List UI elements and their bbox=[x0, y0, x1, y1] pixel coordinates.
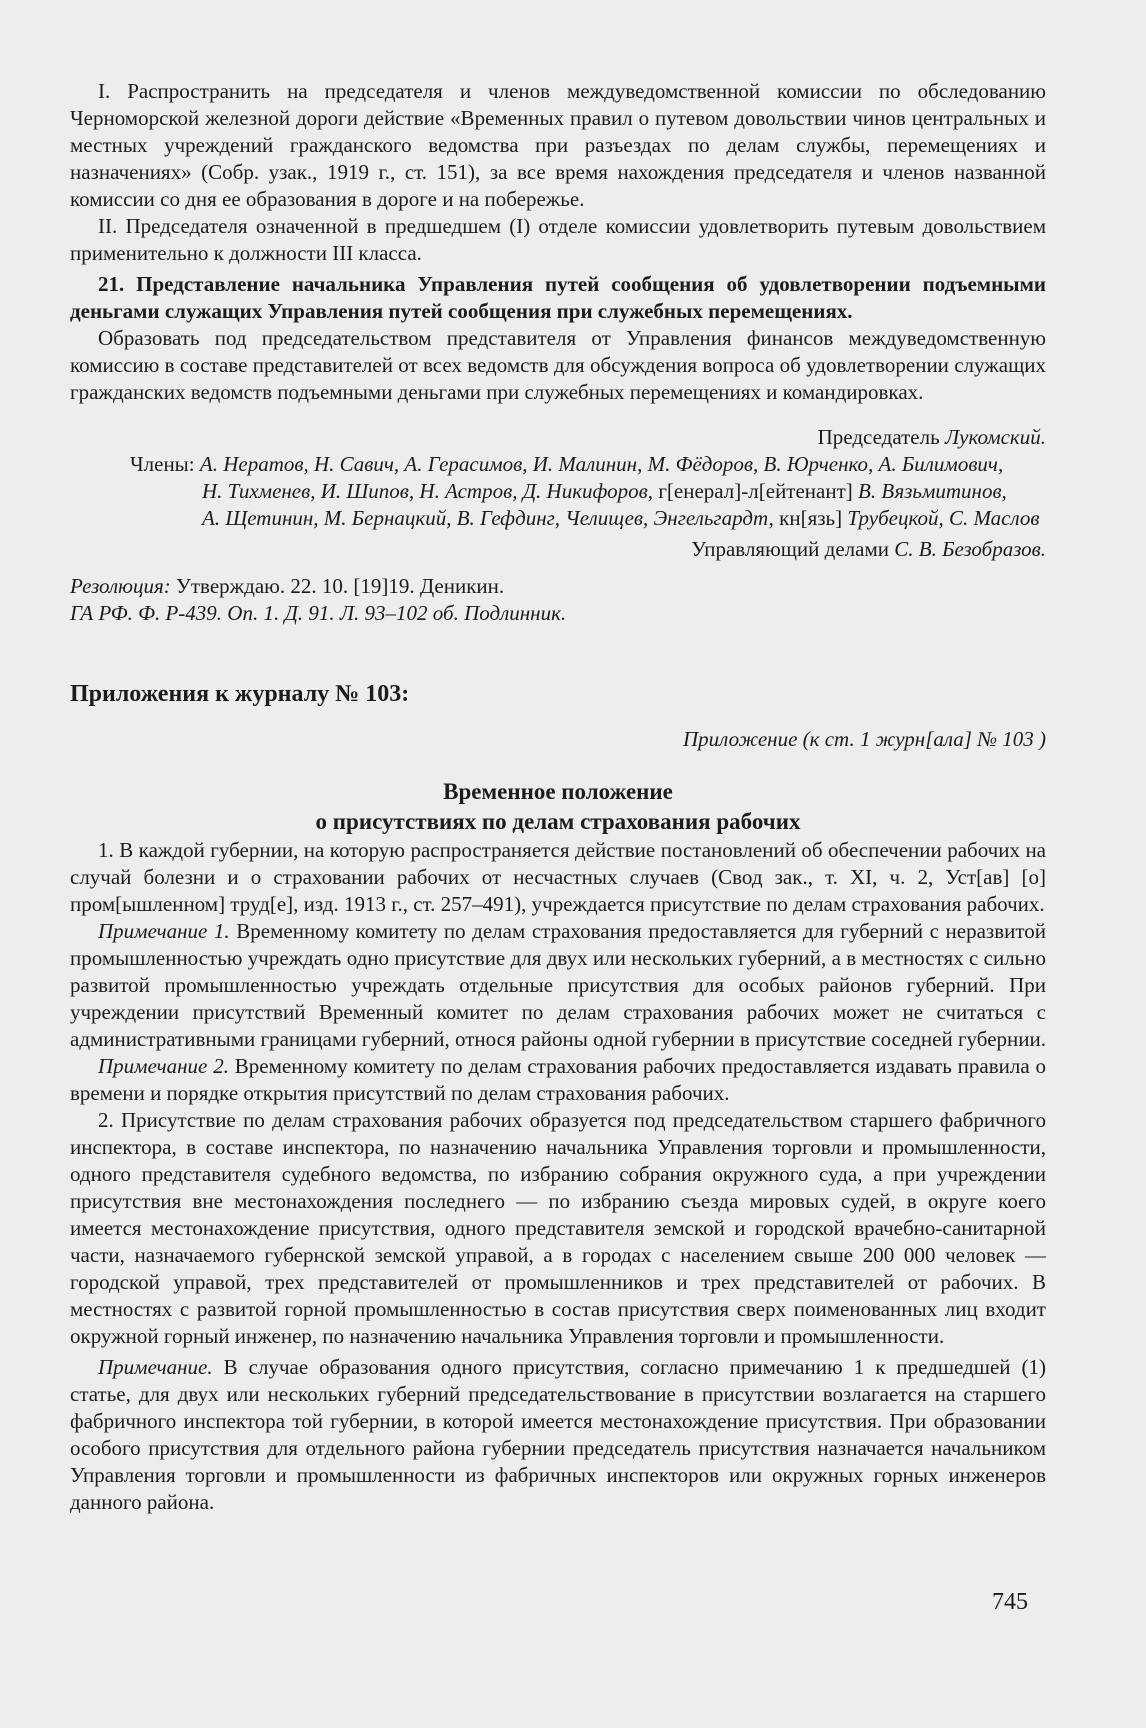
paragraph-section-2: II. Председателя означенной в предшедшем (I) отделе комиссии удовлетворить путевым довольствием применительно к должности III класса. bbox=[70, 214, 1046, 265]
article-2: 2. Присутствие по делам страхования рабочих образуется под председательством старшего фабричного инспектора, в составе инспектора, по назначению начальника Управления торговли и промышленности, одного представителя судебного ведомства, по избранию собрания окружного суда, а при учреждении присутствия вне местонахождения последнего — по избранию съезда мировых судей, в округе коего имеется местонахождение присутствия, одного представителя земской и городской врачебно-санитарной части, назначаемого губернской земской управой, а в городах с населением свыше 200 000 человек — городской управой, трех представителей от промышленников и трех представителей от рабочих. В местностях с развитой горной промышленностью в состав присутствия сверх поименованных лиц входит окружной горный инженер, по назначению начальника Управления торговли и промышленности. bbox=[70, 1108, 1046, 1348]
chairman-signature bbox=[70, 424, 1046, 451]
members-rank-2: г[енерал]-л[ейтенант] bbox=[658, 479, 853, 503]
members-signatures bbox=[130, 451, 1046, 532]
members-names-3: А. Щетинин, М. Бернацкий, В. Гефдинг, Челищев, Энгельгардт, bbox=[202, 506, 774, 530]
regulation-heading bbox=[70, 777, 1046, 837]
item-21-heading: 21. Представление начальника Управления путей сообщения об удовлетворении подъемными деньгами служащих Управления путей сообщения при служебных перемещениях. bbox=[70, 272, 1046, 323]
appendix-reference: Приложение (к ст. 1 журн[ала] № 103 ) bbox=[683, 727, 1046, 751]
members-names-1: А. Нератов, Н. Савич, А. Герасимов, И. Малинин, М. Фёдоров, В. Юрченко, А. Билимович, bbox=[199, 452, 1004, 476]
note-2 bbox=[70, 1053, 1046, 1107]
article-1: 1. В каждой губернии, на которую распространяется действие постановлений об обеспечении рабочих на случай болезни и о страховании рабочих от несчастных случаев (Свод зак., т. XI, ч. 2, Уст[ав] [о] пром[ышленном] труд[е], изд. 1913 г., ст. 257–491), учреждается присутствие по делам страхования рабочих. bbox=[70, 838, 1046, 916]
note-2-label: Примечание 2. bbox=[98, 1054, 229, 1078]
resolution-text: Утверждаю. 22. 10. [19]19. Деникин. bbox=[175, 574, 505, 598]
members-line-1 bbox=[130, 451, 1046, 478]
chairman-label: Председатель bbox=[817, 425, 940, 449]
chairman-name: Лукомский. bbox=[944, 425, 1046, 449]
manager-signature bbox=[70, 536, 1046, 563]
archive-reference: ГА РФ. Ф. Р-439. Оп. 1. Д. 91. Л. 93–102 об. Подлинник. bbox=[70, 601, 567, 625]
manager-name: С. В. Безобразов. bbox=[894, 537, 1046, 561]
note-1-text: Временному комитету по делам страхования предоставляется для губерний с неразвитой промышленностью учреждать одно присутствие для двух или нескольких губерний, а в местностях с сильно развитой промышленностью учреждать отдельные присутствия для особых районов губерний. При учреждении присутствий Временный комитет по делам страхования рабочих может не считаться с административными границами губерний, относя районы одной губернии в присутствие соседней губернии. bbox=[70, 919, 1047, 1051]
resolution bbox=[70, 573, 1046, 600]
appendix-title: Приложения к журналу № 103: bbox=[70, 681, 410, 707]
resolution-label: Резолюция: bbox=[70, 574, 171, 598]
members-line-2 bbox=[130, 478, 1046, 505]
members-names-2: Н. Тихменев, И. Шипов, Н. Астров, Д. Никифоров, bbox=[202, 479, 654, 503]
note-2-text: Временному комитету по делам страхования рабочих предоставляется издавать правила о времени и порядке открытия присутствий по делам страхования рабочих. bbox=[70, 1054, 1047, 1105]
paragraph-commission: Образовать под председательством представителя от Управления финансов междуведомственную комиссию в составе представителей от всех ведомств для обсуждения вопроса об удовлетворении служащих гражданских ведомств подъемными деньгами при служебных перемещениях и командировках. bbox=[70, 326, 1046, 404]
regulation-heading-line-2: о присутствиях по делам страхования рабочих bbox=[315, 809, 801, 834]
members-names-2-end: В. Вязьмитинов, bbox=[858, 479, 1007, 503]
members-names-3-end: Трубецкой, С. Маслов bbox=[847, 506, 1040, 530]
members-rank-3: кн[язь] bbox=[779, 506, 843, 530]
note-3-label: Примечание. bbox=[98, 1355, 213, 1379]
note-3 bbox=[70, 1354, 1046, 1516]
members-label: Члены: bbox=[130, 452, 195, 476]
paragraph-section-1: I. Распространить на председателя и членов междуведомственной комиссии по обследованию Черноморской железной дороги действие «Временных правил о путевом довольствии чинов центральных и местных учреждений гражданского ведомства при разъездах по делам службы, перемещениях и назначениях» (Собр. узак., 1919 г., ст. 151), за все время нахождения председателя и членов названной комиссии со дня ее образования в дороге и на побережье. bbox=[70, 79, 1046, 211]
note-3-text: В случае образования одного присутствия, согласно примечанию 1 к предшедшей (1) статье, для двух или нескольких губерний председательствование в присутствии возлагается на старшего фабричного инспектора той губернии, в которой имеется местонахождение присутствия. При образовании особого присутствия для отдельного района губернии председатель присутствия назначается начальником Управления торговли и промышленности из фабричных инспекторов или окружных горных инженеров данного района. bbox=[70, 1355, 1046, 1514]
note-1-label: Примечание 1. bbox=[98, 919, 230, 943]
manager-label: Управляющий делами bbox=[691, 537, 889, 561]
members-line-3 bbox=[130, 505, 1046, 532]
page-number: 745 bbox=[992, 1589, 1028, 1615]
note-1 bbox=[70, 918, 1046, 1053]
regulation-heading-line-1: Временное положение bbox=[443, 779, 673, 804]
